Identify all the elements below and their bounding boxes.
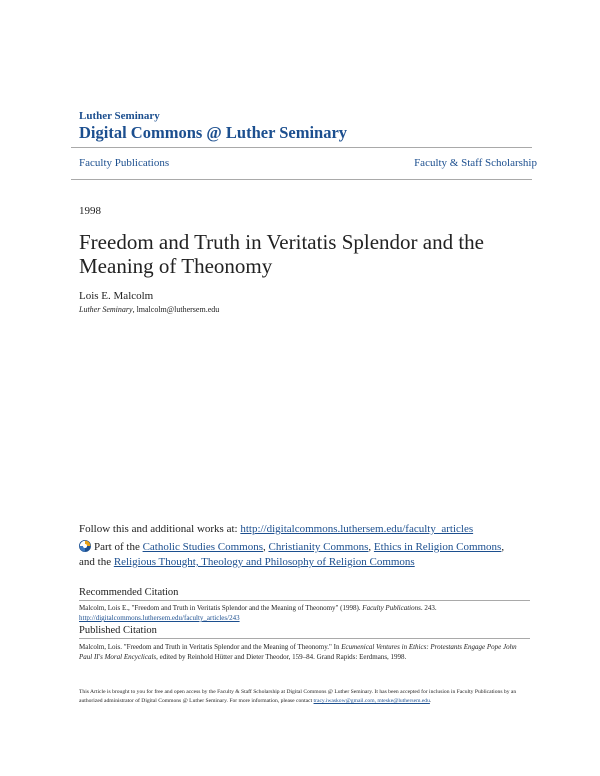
published-text-italic: Ecumenical Ventures in Ethics: Protestants Engage Pope John Paul II's Moral Encyclicals	[79, 643, 517, 661]
footer-text: This Article is brought to you for free and open access by the Faculty & Staff Scholarship at Digital Commons @ Luther Seminary. It has been accepted for inclusion in Faculty Publications by an authorized administrator of Digital Commons @ Luther Seminary. For more information, please contact	[79, 689, 517, 704]
recommended-citation-heading: Recommended Citation	[79, 587, 179, 598]
published-text-plain: Malcolm, Lois. "Freedom and Truth in Veritatis Splendor and the Meaning of Theonomy." In	[79, 643, 342, 651]
published-citation-heading: Published Citation	[79, 625, 157, 636]
commons-network-icon	[79, 540, 91, 552]
repository-link[interactable]: Digital Commons @ Luther Seminary	[79, 123, 348, 142]
publication-year: 1998	[79, 205, 101, 217]
christianity-commons-link[interactable]: Christianity Commons	[268, 541, 369, 553]
follow-prefix: Follow this and additional works at:	[79, 523, 241, 535]
follow-url-link[interactable]: http://digitalcommons.luthersem.edu/faculty_articles	[240, 523, 474, 535]
recommended-text-italic: Faculty Publications	[362, 604, 421, 612]
part-of-sep-3: ,	[501, 541, 505, 553]
author-email: , lmalcolm@luthersem.edu	[132, 305, 220, 314]
institution-name: Luther Seminary	[79, 110, 160, 122]
part-of-sep-2: ,	[368, 541, 374, 553]
published-citation-text	[79, 642, 531, 662]
affiliation-org: Luther Seminary	[79, 305, 133, 314]
footer-end: .	[429, 698, 432, 704]
catholic-studies-commons-link[interactable]: Catholic Studies Commons	[142, 541, 263, 553]
ethics-in-religion-commons-link[interactable]: Ethics in Religion Commons	[373, 541, 502, 553]
article-title: Freedom and Truth in Veritatis Splendor and the Meaning of Theonomy	[79, 230, 484, 278]
contact-emails-link[interactable]: tracy.iwaskow@gmail.com, mteske@luthersem.edu	[313, 698, 430, 704]
recommended-text-plain: Malcolm, Lois E., "Freedom and Truth in Veritatis Splendor and the Meaning of Theonomy" (1998).	[79, 604, 363, 612]
recommended-text-tail: . 243.	[420, 604, 437, 612]
part-of-prefix: Part of the	[94, 541, 143, 553]
recommended-rule	[79, 600, 530, 601]
nav-top-rule	[71, 147, 532, 148]
recommended-citation-text	[79, 603, 531, 623]
header	[79, 110, 531, 143]
and-the-text: and the	[79, 556, 114, 568]
author-affiliation	[79, 305, 219, 314]
author-name: Lois E. Malcolm	[79, 290, 154, 302]
published-rule	[79, 638, 530, 639]
recommended-url-link[interactable]: http://digitalcommons.luthersem.edu/faculty_articles/243	[79, 614, 240, 622]
follow-line	[79, 522, 539, 536]
footer-notice	[79, 688, 531, 706]
published-text-tail: , edited by Reinhold Hütter and Dieter Theodor, 159–84. Grand Rapids: Eerdmans, 1998.	[156, 653, 407, 661]
part-of-sep-1: ,	[262, 541, 269, 553]
part-of-section	[79, 540, 529, 570]
religious-thought-commons-link[interactable]: Religious Thought, Theology and Philosophy of Religion Commons	[113, 556, 415, 568]
faculty-staff-scholarship-link[interactable]: Faculty & Staff Scholarship	[414, 157, 537, 169]
faculty-publications-link[interactable]: Faculty Publications	[79, 157, 170, 169]
nav-bottom-rule	[71, 179, 532, 180]
